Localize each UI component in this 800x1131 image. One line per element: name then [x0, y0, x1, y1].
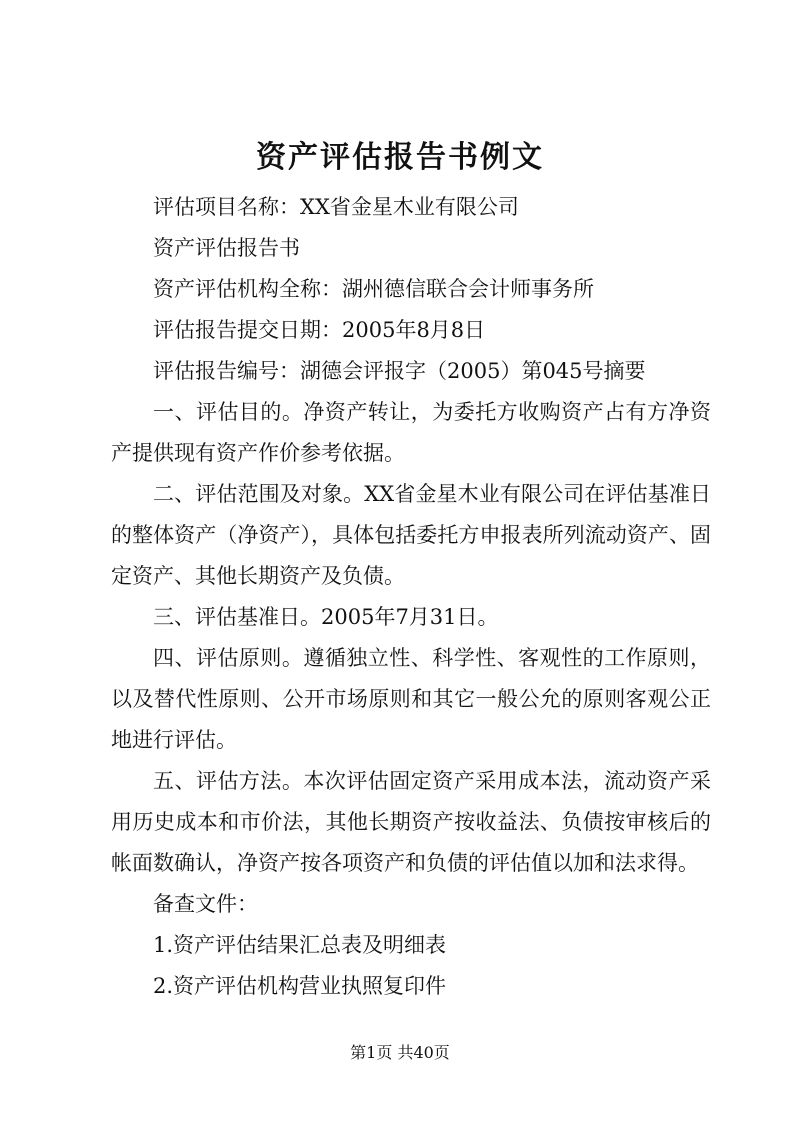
paragraph-project-name: 评估项目名称：XX省金星木业有限公司: [153, 195, 519, 219]
paragraph-principles: 四、评估原则。遵循独立性、科学性、客观性的工作原则，以及替代性原则、公开市场原则和其它一般公允的原则客观公正地进行评估。: [111, 646, 711, 752]
paragraph-reference-files: 备查文件：: [153, 892, 258, 916]
paragraph-submission-date: 评估报告提交日期：2005年8月8日: [153, 318, 486, 342]
paragraph-base-date: 三、评估基准日。2005年7月31日。: [153, 605, 499, 629]
paragraph-methods: 五、评估方法。本次评估固定资产采用成本法，流动资产采用历史成本和市价法，其他长期资产按收益法、负债按审核后的帐面数确认，净资产按各项资产和负债的评估值以加和法求得。: [111, 769, 711, 875]
paragraph-scope: 二、评估范围及对象。XX省金星木业有限公司在评估基准日的整体资产（净资产），具体包括委托方申报表所列流动资产、固定资产、其他长期资产及负债。: [111, 482, 711, 588]
paragraph-reference-item-1: 1.资产评估结果汇总表及明细表: [153, 933, 447, 957]
paragraph-reference-item-2: 2.资产评估机构营业执照复印件: [153, 974, 447, 998]
paragraph-report-heading: 资产评估报告书: [153, 236, 300, 260]
paragraph-report-number: 评估报告编号：湖德会评报字（2005）第045号摘要: [153, 359, 646, 383]
paragraph-purpose: 一、评估目的。净资产转让，为委托方收购资产占有方净资产提供现有资产作价参考依据。: [111, 400, 711, 465]
paragraph-agency-name: 资产评估机构全称：湖州德信联合会计师事务所: [153, 277, 594, 301]
page-footer: 第1页 共40页: [350, 1043, 450, 1062]
document-title: 资产评估报告书例文: [256, 140, 544, 175]
document-body: [111, 187, 711, 1007]
